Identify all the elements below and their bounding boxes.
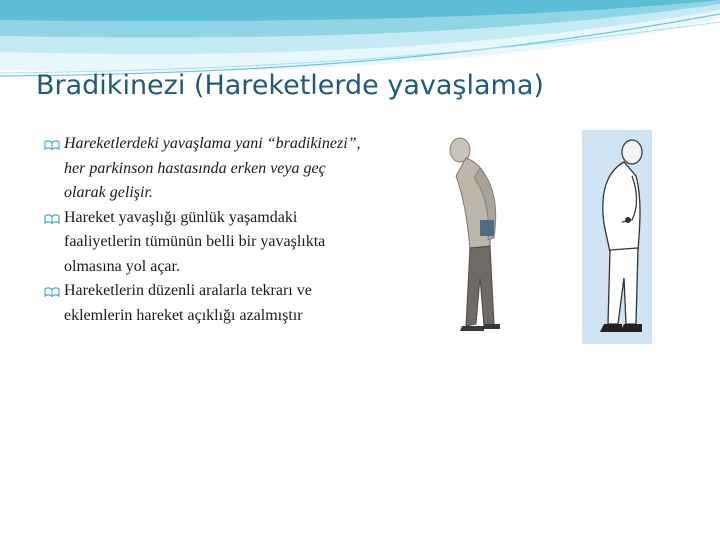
bullet-list: [44, 132, 364, 328]
book-icon: [44, 140, 60, 150]
header-wave-decoration: [0, 0, 720, 80]
bullet-item-hareket-tekrari: [44, 279, 364, 328]
book-icon: [44, 214, 60, 224]
bullet-text: Hareketlerin düzenli aralarla tekrarı ve eklemlerin hareket açıklığı azalmıştır: [64, 282, 312, 324]
bullet-text: Hareketlerdeki yavaşlama yani “bradikinezi”, her parkinson hastasında erken veya geç olarak gelişir.: [64, 135, 361, 201]
book-icon: [44, 287, 60, 297]
stooped-patient-figure-right: [582, 130, 652, 344]
bullet-item-bradikinezi: [44, 132, 364, 206]
bullet-text: Hareket yavaşlığı günlük yaşamdaki faaliyetlerin tümünün belli bir yavaşlıkta olmasına yol açar.: [64, 208, 326, 275]
slide-title: Bradikinezi (Hareketlerde yavaşlama): [36, 70, 544, 101]
bullet-item-hareket-yavasligi: [44, 206, 364, 280]
parkinson-patients-image: [410, 128, 692, 348]
